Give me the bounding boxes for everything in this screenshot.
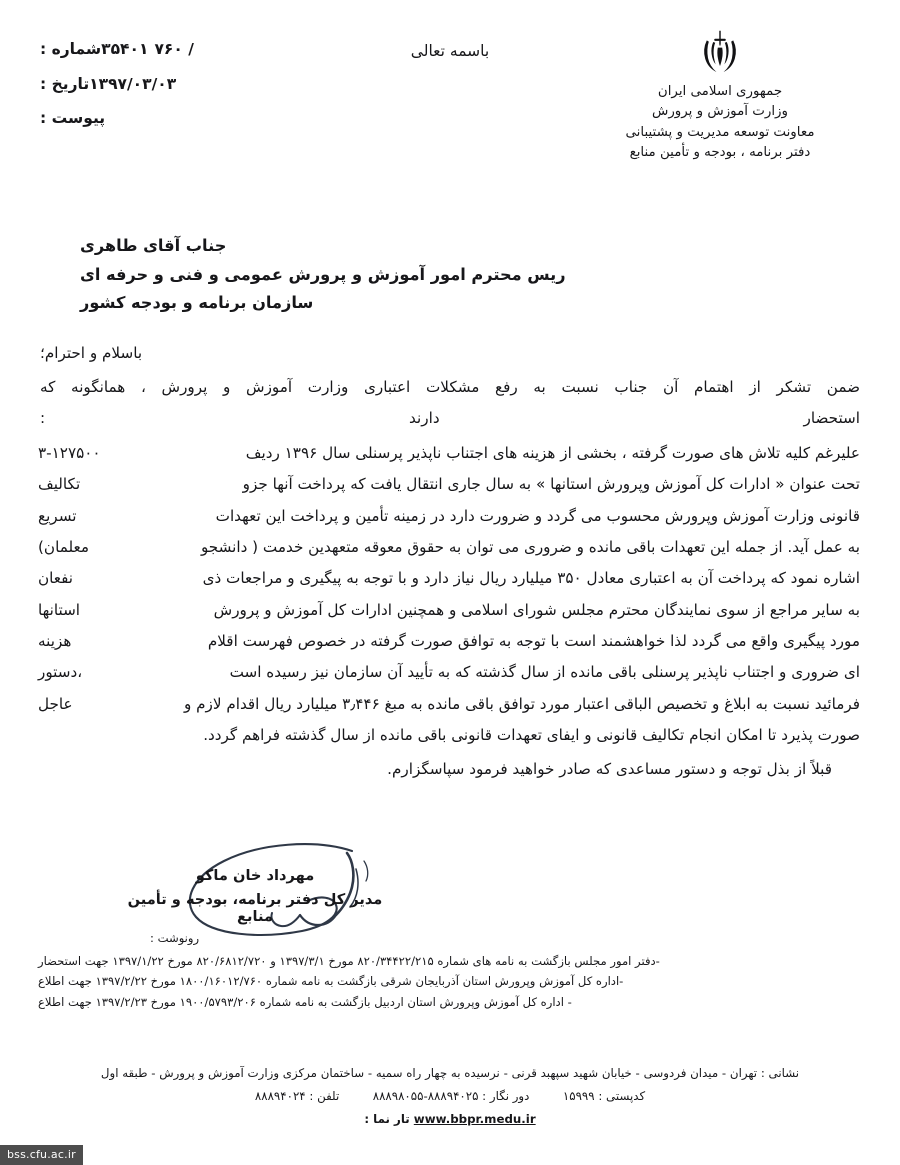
addressee-line-2: ریس محترم امور آموزش و پرورش عمومی و فنی و حرفه ای	[80, 264, 566, 284]
body-line	[38, 438, 860, 469]
signer-title: مدیر کل دفتر برنامه، بودجه و تأمین منابع	[127, 891, 383, 925]
letterhead-line-3: معاونت توسعه مدیریت و پشتیبانی	[625, 124, 815, 140]
body-line-left: ،دستور	[38, 663, 83, 682]
fax-value: ۸۸۸۹۴۰۲۵-۸۸۸۹۸۰۵۵	[372, 1089, 479, 1103]
body-line-right: علیرغم کلیه تلاش های صورت گرفته ، بخشی از هزینه های اجتناب ناپذیر پرسنلی سال ۱۳۹۶ ردیف	[245, 444, 860, 462]
iran-emblem-icon	[570, 28, 870, 74]
body-line	[38, 469, 860, 500]
body-line	[38, 689, 860, 720]
cc-item: - اداره کل آموزش وپرورش استان اردبیل بازگشت به نامه شماره ۱۹۰۰/۵۷۹۳/۲۰۶ مورخ ۱۳۹۷/۲/۲۳ جهت اطلاع	[38, 994, 572, 1009]
body-line-right: به عمل آید. از جمله این تعهدات باقی مانده و ضروری می توان به حقوق معوقه متعهدین خدمت ( دانشجو	[200, 537, 860, 556]
document-footer	[0, 1062, 900, 1131]
body-line	[38, 595, 860, 626]
body-line	[38, 720, 860, 751]
body-line-left: عاجل	[38, 694, 73, 713]
body-line-right: مورد پیگیری واقع می گردد لذا خواهشمند است با توجه به توافق صورت گرفته در خصوص فهرست اقلام	[207, 631, 860, 650]
footer-address: نشانی : تهران - میدان فردوسی - خیابان شهید سپهبد قرنی - نرسیده به چهار راه سمیه - ساختمان مرکزی وزارت آموزش و پرورش - طبقه اول	[100, 1066, 800, 1080]
number-label: شماره :	[40, 40, 102, 58]
closing-line: قبلاً از بذل توجه و دستور مساعدی که صادر خواهید فرمود سپاسگزارم.	[387, 760, 832, 778]
addressee-line-3: سازمان برنامه و بودجه کشور	[80, 293, 314, 313]
letterhead-line-4: دفتر برنامه ، بودجه و تأمین منابع	[629, 145, 811, 161]
greeting-line: باسلام و احترام؛	[40, 344, 143, 362]
number-value: ۳۵۴۰۱	[101, 40, 149, 58]
footer-contact	[0, 1085, 900, 1108]
cc-item: -اداره کل آموزش وپرورش استان آذربایجان شرقی بازگشت به نامه شماره ۱۸۰۰/۱۶۰۱۲/۷۶۰ مورخ ۱۳۹۷/۲/۲۲ جهت اطلاع	[38, 974, 624, 989]
body-line-right: تحت عنوان « ادارات کل آموزش وپرورش استانها » به سال جاری انتقال یافت که پرداخت آنها جزو	[242, 475, 860, 494]
intro-line-1: ضمن تشکر از اهتمام آن جناب نسبت به رفع مشکلات اعتباری وزارت آموزش و پرورش ، همانگونه که	[40, 378, 860, 396]
postal-value: ۱۵۹۹۹	[562, 1089, 595, 1103]
tel-label: تلفن :	[309, 1089, 340, 1103]
body-line-left: تکالیف	[38, 475, 81, 494]
body-line-right: فرمائید نسبت به ابلاغ و تخصیص الباقی اعتبار مورد توافق باقی مانده به مبغ ۳٫۴۴۶ میلیارد ریال اقدام لازم و	[183, 694, 860, 713]
tel-value: ۸۸۸۹۴۰۲۴	[254, 1089, 306, 1103]
letterhead-line-1: جمهوری اسلامی ایران	[657, 84, 783, 99]
body-line-left: ۳-۱۲۷۵۰۰	[38, 444, 101, 462]
body-line	[38, 657, 860, 688]
letterhead	[570, 28, 870, 164]
letterhead-line-2: وزارت آموزش و پرورش	[652, 104, 788, 120]
cc-item: -دفتر امور مجلس بازگشت به نامه های شماره ۸۲۰/۳۴۴۲۲/۲۱۵ مورخ ۱۳۹۷/۳/۱ و ۸۲۰/۶۸۱۲/۷۲۰ مورخ ۱۳۹۷/۱/۲۲ جهت استحضار	[38, 953, 660, 968]
date-label: تاریخ :	[40, 74, 90, 93]
addressee-line-1: جناب آقای طاهری	[80, 236, 227, 255]
attachment-label: پیوست :	[40, 109, 106, 127]
fax-label: دور نگار :	[482, 1089, 530, 1103]
addressee-block	[40, 232, 860, 318]
body-line-left: معلمان)	[38, 537, 89, 556]
source-watermark: bss.cfu.ac.ir	[0, 1145, 83, 1165]
intro-line-2: استحضار دارند :	[40, 409, 860, 428]
meta-row-date	[40, 74, 310, 93]
body-line	[38, 626, 860, 657]
footer-website	[0, 1108, 900, 1131]
cc-list	[38, 928, 860, 1013]
body-line-right: صورت پذیرد تا امکان انجام تکالیف قانونی و ایفای تعهدات قانونی باقی مانده از سال گذشته فراهم گردد.	[203, 725, 860, 744]
body-line-left: هزینه	[38, 631, 72, 650]
website-url[interactable]: www.bbpr.medu.ir	[413, 1112, 536, 1126]
body-line-right: به سایر مراجع از سوی نمایندگان محترم مجلس شورای اسلامی و همچنین ادارات کل آموزش و پرورش	[213, 600, 860, 619]
body-line-left: نفعان	[38, 569, 74, 588]
body-line-left: استانها	[38, 600, 81, 619]
body-line	[38, 532, 860, 563]
body-paragraph	[38, 438, 860, 751]
intro-paragraph	[40, 372, 860, 434]
body-line-right: ای ضروری و اجتناب ناپذیر پرسنلی باقی مانده از سال گذشته که به تأیید آن سازمان نیز رسیده است	[229, 663, 860, 682]
number-suffix: / ۷۶۰	[154, 40, 194, 58]
cc-title: رونوشت :	[150, 931, 200, 945]
postal-label: کدپستی :	[598, 1089, 646, 1103]
body-line-right: اشاره نمود که پرداخت آن به اعتباری معادل ۳۵۰ میلیارد ریال نیاز دارد و با توجه به پیگیری و مراجعات ذی	[202, 569, 860, 588]
website-label: تار نما :	[364, 1112, 410, 1126]
date-value: ۱۳۹۷/۰۳/۰۳	[89, 74, 177, 93]
basmala-heading: باسمه تعالی	[410, 42, 490, 60]
body-line-left: تسریع	[38, 506, 77, 525]
body-line	[38, 563, 860, 594]
body-line	[38, 501, 860, 532]
meta-row-attachment	[40, 111, 310, 127]
body-line-right: قانونی وزارت آموزش وپرورش محسوب می گردد و ضرورت دارد در زمینه تأمین و پرداخت این تعهدات	[215, 506, 860, 525]
signer-name: مهرداد خان ماکو	[195, 867, 315, 884]
